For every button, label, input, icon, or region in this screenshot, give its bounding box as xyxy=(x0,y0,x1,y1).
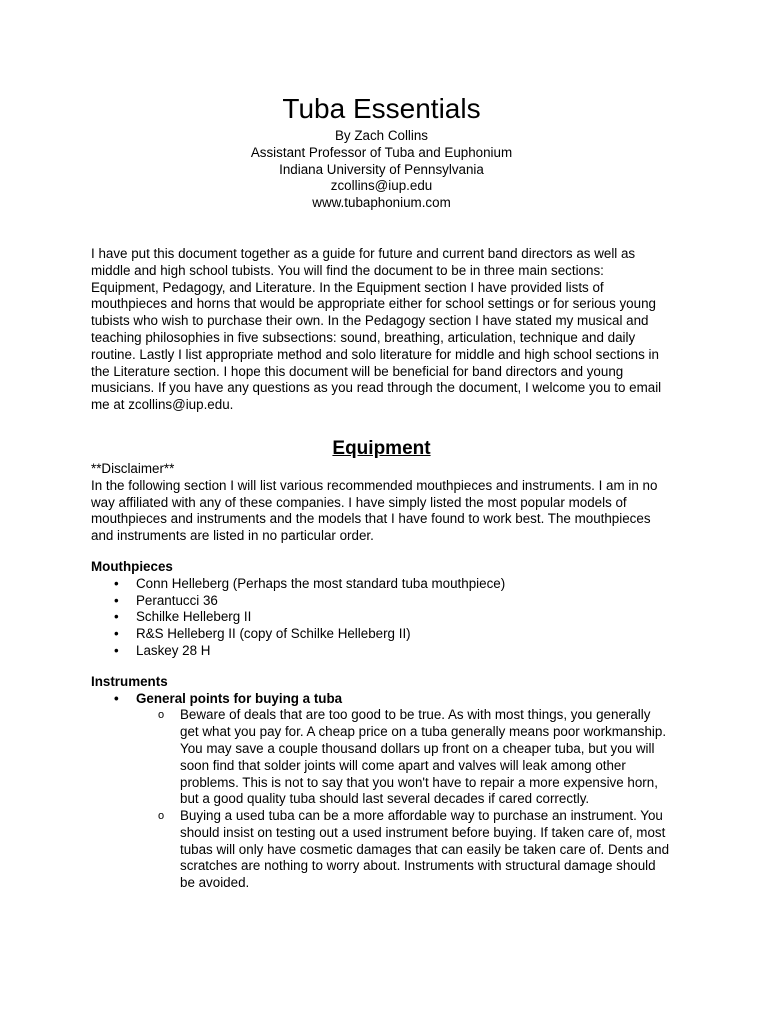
instruments-list xyxy=(91,691,672,893)
author-line: By Zach Collins xyxy=(334,128,429,143)
author-email: zcollins@iup.edu xyxy=(330,178,433,194)
byline-block xyxy=(91,128,672,212)
general-points-list xyxy=(136,707,672,892)
mouthpieces-heading: Mouthpieces xyxy=(91,558,173,574)
list-item: • R&S Helleberg II (copy of Schilke Helleberg II) xyxy=(114,626,672,643)
disclaimer-label: **Disclaimer** xyxy=(91,460,175,476)
disclaimer-paragraph: In the following section I will list various recommended mouthpieces and instruments. I am in no way affiliated with any of these companies. I have simply listed the most popular models of mouthpieces and instruments and the models that I have found to work best. The mouthpieces and instruments are listed in no particular order. xyxy=(91,477,658,544)
list-item: • Laskey 28 H xyxy=(114,643,672,660)
author-website: www.tubaphonium.com xyxy=(312,195,451,211)
list-item: • Perantucci 36 xyxy=(114,593,672,610)
intro-paragraph: I have put this document together as a guide for future and current band directors as well as middle and high school tubists. You will find the document to be in three main sections: Equipment, Pedagogy, and Literature. In the Equipment section I have provided lists of mouthpieces and horns that would be appropriate either for school settings or for serious young tubists who wish to purchase their own. In the Pedagogy section I have stated my musical and teaching philosophies in five subsections: sound, breathing, articulation, technique and daily routine. Lastly I list appropriate method and solo literature for middle and high school sections in the Literature section. I hope this document will be beneficial for band directors and young musicians. If you have any questions as you read through the document, I welcome you to email me at zcollins@iup.edu. xyxy=(91,245,662,413)
author-institution: Indiana University of Pennsylvania xyxy=(279,161,484,177)
general-points-heading: General points for buying a tuba xyxy=(136,690,343,706)
equipment-heading: Equipment xyxy=(332,437,431,459)
instruments-heading: Instruments xyxy=(91,673,168,689)
list-item: o Beware of deals that are too good to be true. As with most things, you generally get what you pay for. A cheap price on a tuba generally means poor workmanship. You may save a couple thousand dollars up front on a cheaper tuba, but you will soon find that solder joints will come apart and valves will leak among other problems. This is not to say that you won't have to repair a more expensive horn, but a good quality tuba should last several decades if cared correctly. xyxy=(158,707,672,808)
list-item: • Schilke Helleberg II xyxy=(114,609,672,626)
mouthpieces-list xyxy=(91,576,672,660)
list-item xyxy=(114,691,672,893)
author-position: Assistant Professor of Tuba and Euphonium xyxy=(250,144,513,160)
list-item: o Buying a used tuba can be a more affordable way to purchase an instrument. You should insist on testing out a used instrument before buying. If taken care of, most tubas will only have cosmetic damages that can easily be taken care of. Dents and scratches are nothing to worry about. Instruments with structural damage should be avoided. xyxy=(158,808,672,892)
list-item: • Conn Helleberg (Perhaps the most standard tuba mouthpiece) xyxy=(114,576,672,593)
document-title: Tuba Essentials xyxy=(282,93,481,124)
